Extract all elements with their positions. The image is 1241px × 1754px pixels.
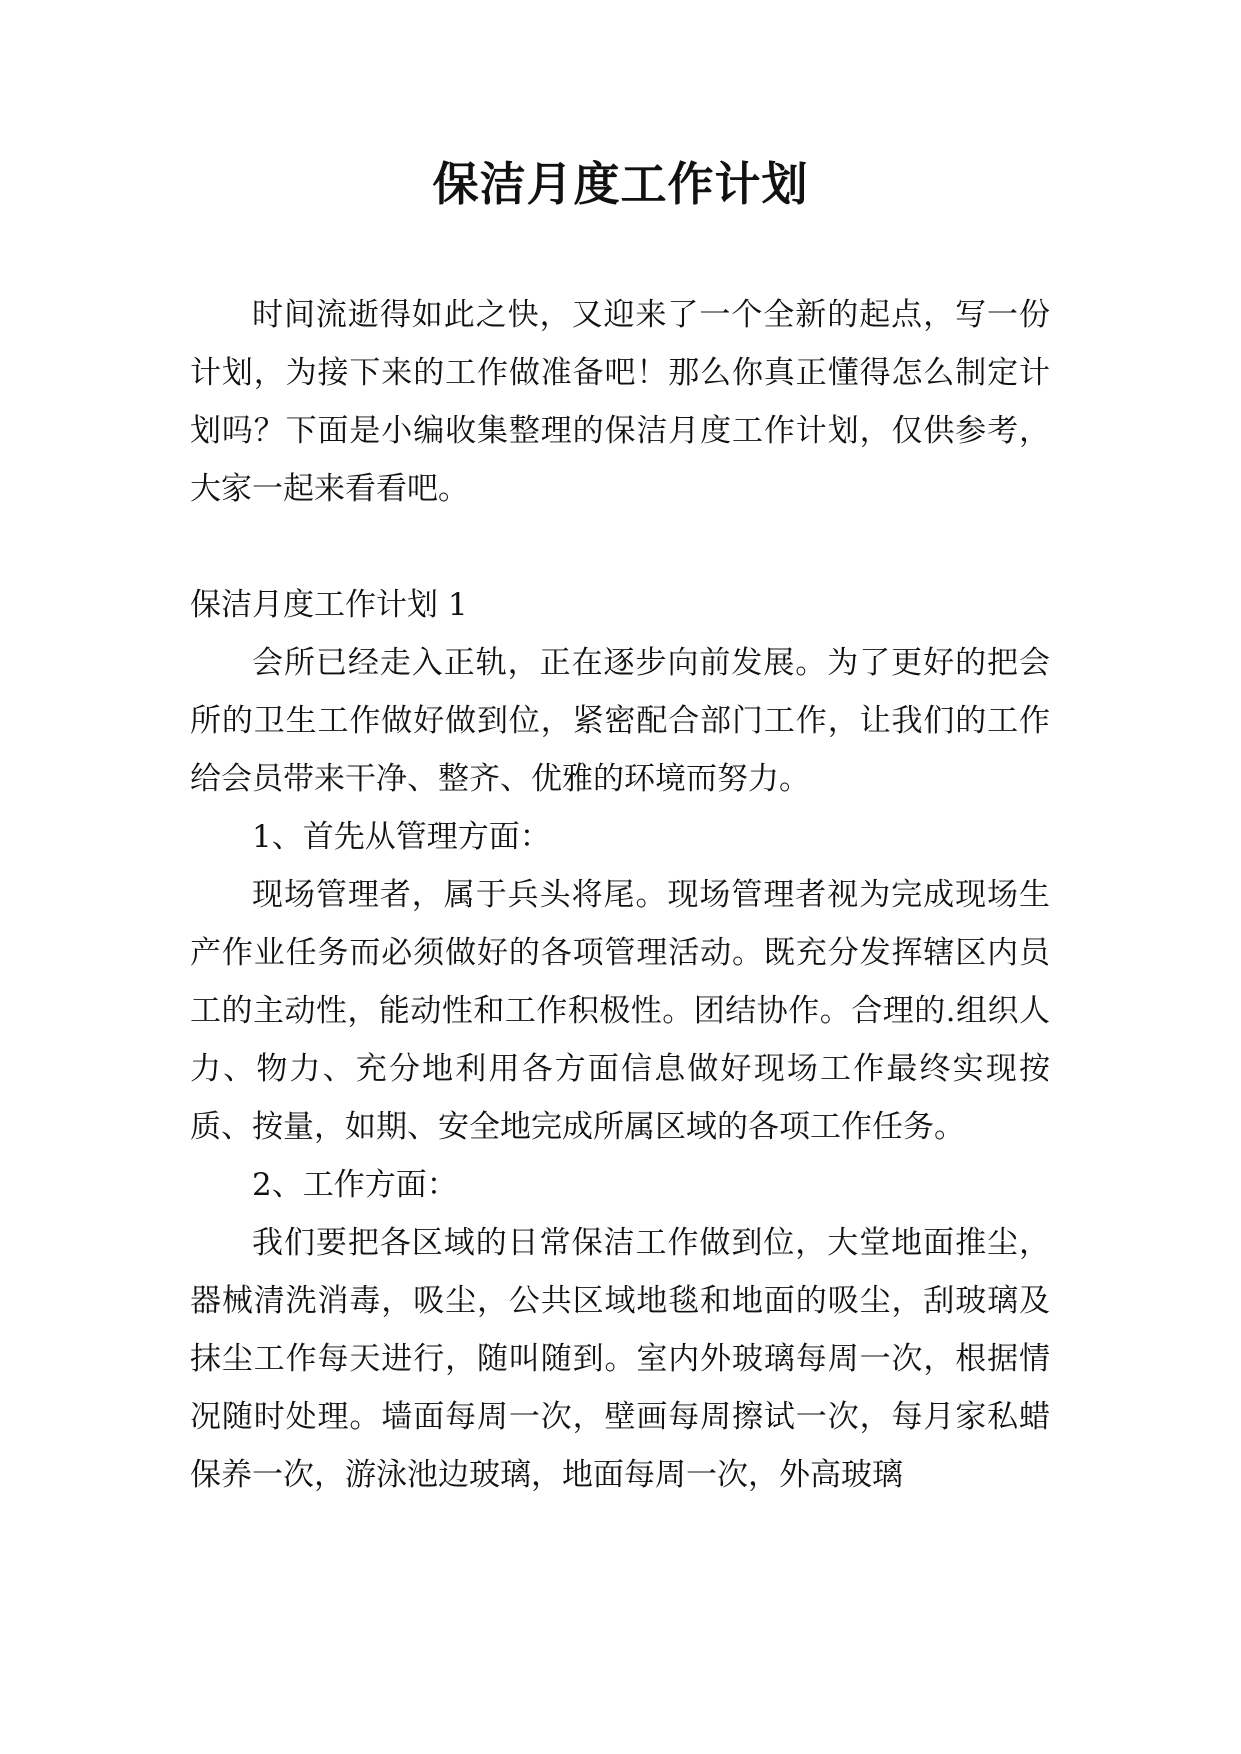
- section-paragraph-1: 会所已经走入正轨，正在逐步向前发展。为了更好的把会所的卫生工作做好做到位，紧密配合部门工作，让我们的工作给会员带来干净、整齐、优雅的环境而努力。: [190, 645, 1050, 797]
- item-1-body: 现场管理者，属于兵头将尾。现场管理者视为完成现场生产作业任务而必须做好的各项管理活动。既充分发挥辖区内员工的主动性，能动性和工作积极性。团结协作。合理的.组织人力、物力、充分地利用各方面信息做好现场工作最终实现按质、按量，如期、安全地完成所属区域的各项工作任务。: [190, 877, 1050, 1145]
- paragraph-gap: [190, 518, 1050, 576]
- item-2-body: 我们要把各区域的日常保洁工作做到位，大堂地面推尘，器械清洗消毒，吸尘，公共区域地毯和地面的吸尘，刮玻璃及抹尘工作每天进行，随叫随到。室内外玻璃每周一次，根据情况随时处理。墙面每周一次，壁画每周擦试一次，每月家私蜡保养一次，游泳池边玻璃，地面每周一次，外高玻璃: [190, 1225, 1050, 1493]
- item-2-title: 2、工作方面：: [252, 1167, 458, 1203]
- section-heading: 保洁月度工作计划 1: [190, 587, 468, 623]
- intro-paragraph: 时间流逝得如此之快，又迎来了一个全新的起点，写一份计划，为接下来的工作做准备吧！那么你真正懂得怎么制定计划吗？下面是小编收集整理的保洁月度工作计划，仅供参考，大家一起来看看吧。: [190, 297, 1050, 507]
- document-body: [190, 286, 1050, 1504]
- document-title: 保洁月度工作计划: [432, 157, 809, 211]
- item-1-title: 1、首先从管理方面：: [252, 819, 551, 855]
